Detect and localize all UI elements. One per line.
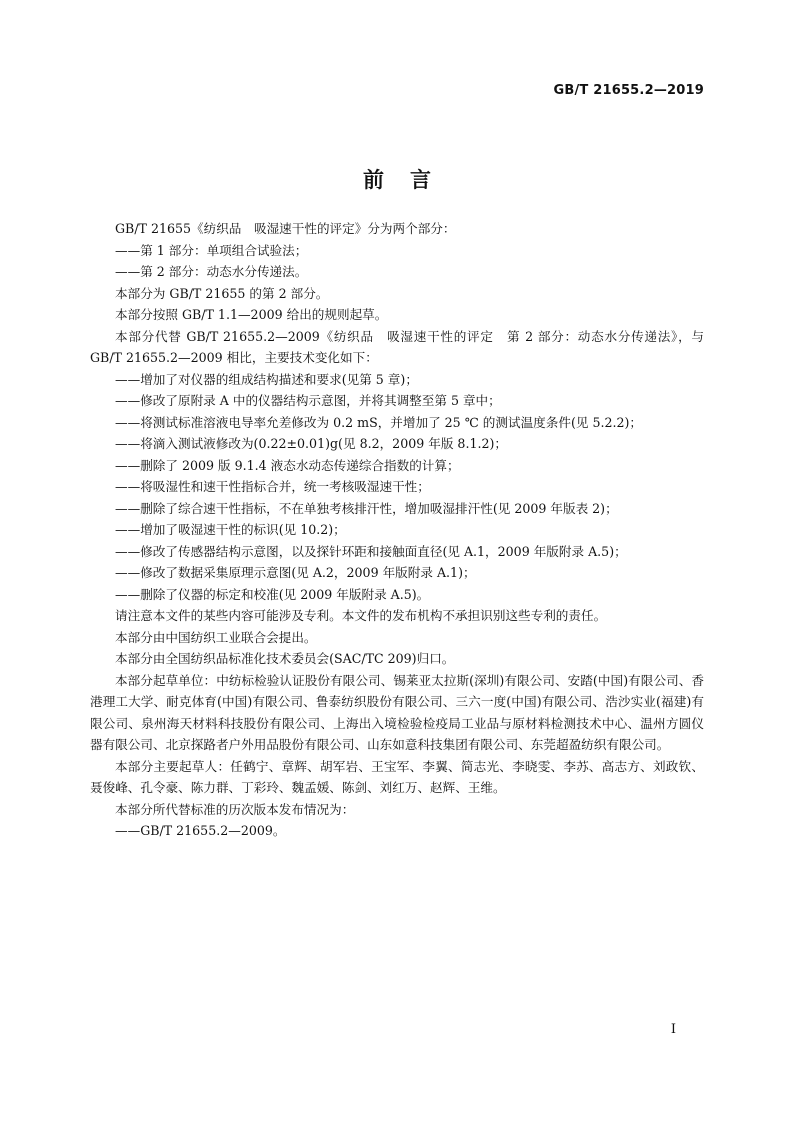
paragraph: 本部分按照 GB/T 1.1—2009 给出的规则起草。: [115, 307, 388, 322]
page-title: [0, 164, 794, 194]
change-list-item: ——修改了数据采集原理示意图(见 A.2，2009 年版附录 A.1)；: [115, 565, 476, 580]
paragraph: 本部分由全国纺织品标准化技术委员会(SAC/TC 209)归口。: [115, 651, 455, 666]
change-list-item: ——修改了原附录 A 中的仪器结构示意图，并将其调整至第 5 章中；: [115, 393, 501, 408]
change-list-item: ——删除了 2009 版 9.1.4 液态水动态传递综合指数的计算；: [115, 457, 460, 473]
paragraph: 本部分所代替标准的历次版本发布情况为：: [115, 801, 355, 817]
change-list-item: ——GB/T 21655.2—2009。: [115, 823, 286, 838]
change-list-item: ——将测试标准溶液电导率允差修改为 0.2 mS，并增加了 25 ℃ 的测试温度条件(见 5.2.2)；: [115, 414, 643, 430]
title-char-2: 言: [410, 167, 431, 193]
change-list-item: ——第 2 部分：动态水分传递法。: [115, 264, 308, 279]
standard-code: GB/T 21655.2—2019: [553, 83, 704, 98]
change-list-item: ——删除了综合速干性指标，不在单独考核排汗性，增加吸湿排汗性(见 2009 年版表 2)；: [115, 500, 618, 516]
change-list-item: ——删除了仪器的标定和校准(见 2009 年版附录 A.5)。: [115, 586, 430, 602]
change-list-item: ——修改了传感器结构示意图，以及探针环距和接触面直径(见 A.1，2009 年版附录 A.5)；: [115, 543, 627, 559]
paragraph: GB/T 21655《纺织品 吸湿速干性的评定》分为两个部分：: [115, 221, 456, 236]
page-number: I: [670, 1022, 676, 1037]
paragraph: 本部分起草单位：中纺标检验认证股份有限公司、锡莱亚太拉斯(深圳)有限公司、安踏(中国)有限公司、香港理工大学、耐克体育(中国)有限公司、鲁泰纺织股份有限公司、三六一度(中国)有限公司、浩沙实业(福建)有限公司、泉州海天材料科技股份有限公司、上海出入境检验检疫局工业品与原材料检测技术中心、温州方圆仪器有限公司、北京探路者户外用品股份有限公司、山东如意科技集团有限公司、东莞超盈纺织有限公司。: [90, 672, 704, 752]
paragraph: 本部分为 GB/T 21655 的第 2 部分。: [115, 285, 329, 301]
change-list-item: ——第 1 部分：单项组合试验法；: [115, 242, 308, 258]
paragraph: 本部分代替 GB/T 21655.2—2009《纺织品 吸湿速干性的评定 第 2 部分：动态水分传递法》，与 GB/T 21655.2—2009 相比，主要技术变化如下：: [90, 328, 704, 365]
paragraph: 请注意本文件的某些内容可能涉及专利。本文件的发布机构不承担识别这些专利的责任。: [115, 608, 607, 623]
title-char-1: 前: [363, 167, 384, 193]
foreword-body: [90, 218, 704, 842]
paragraph: 本部分主要起草人：任鹤宁、章辉、胡军岩、王宝军、李翼、简志光、李晓雯、李苏、高志方、刘政钦、聂俊峰、孔令豪、陈力群、丁彩玲、魏孟媛、陈剑、刘红万、赵辉、王维。: [90, 758, 704, 795]
change-list-item: ——将滴入测试液修改为(0.22±0.01)g(见 8.2，2009 年版 8.1.2)；: [115, 436, 507, 451]
change-list-item: ——将吸湿性和速干性指标合并，统一考核吸湿速干性；: [115, 479, 430, 494]
paragraph: 本部分由中国纺织工业联合会提出。: [115, 629, 317, 645]
change-list-item: ——增加了吸湿速干性的标识(见 10.2)；: [115, 522, 346, 537]
change-list-item: ——增加了对仪器的组成结构描述和要求(见第 5 章)；: [115, 371, 418, 387]
